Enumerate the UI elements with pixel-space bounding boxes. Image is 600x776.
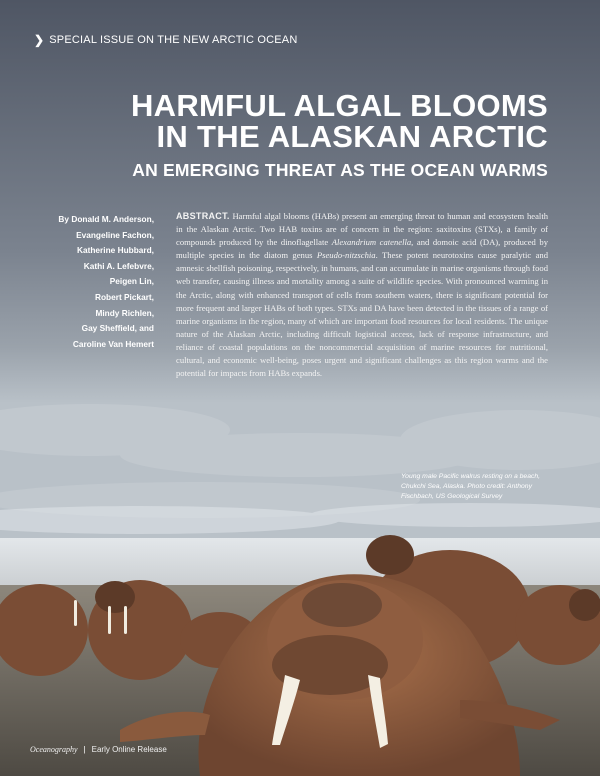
abstract-paragraph bbox=[176, 210, 548, 380]
species-name: Alexandrium catenella bbox=[331, 237, 412, 248]
author-line: By Donald M. Anderson, bbox=[58, 214, 154, 224]
issue-label: Early Online Release bbox=[91, 745, 167, 754]
page-footer bbox=[30, 745, 167, 754]
chevron-right-icon: ❯ bbox=[34, 33, 45, 47]
publication-name: Oceanography bbox=[30, 745, 78, 754]
article-subtitle: AN EMERGING THREAT AS THE OCEAN WARMS bbox=[132, 160, 548, 180]
author-line: Evangeline Fachon, bbox=[76, 229, 154, 240]
author-byline bbox=[40, 212, 154, 352]
footer-separator: | bbox=[83, 745, 86, 754]
abstract-label: ABSTRACT. bbox=[176, 211, 230, 221]
author-line: Robert Pickart, bbox=[94, 291, 154, 302]
abstract-text: , and domoic acid (DA), produced by multiple species in the diatom genus bbox=[176, 237, 548, 261]
section-kicker bbox=[34, 33, 298, 47]
abstract-text: . These potent neurotoxins cause paralytic and amnesic shellfish poisoning, respectively, in humans, and can accumulate in marine organisms through food web transfer, causing illness and mortality among a suite of wildlife species. With pronounced warming in the Arctic, along with enhanced transport of cells from southern waters, there is significant potential for more frequent and larger HABs of both types. STXs and DA have been detected in the tissues of a range of marine organisms in the region, many of which are important food resources for local residents. The unique nature of the Alaskan Arctic, including difficult logistical access, lack of response infrastructure, and reliance of coastal populations on the noncommercial acquisition of marine resources for nutritional, cultural, and economic well-being, poses urgent and significant challenges as this region warms and the potential for impacts from HABs expands. bbox=[176, 250, 548, 379]
article-title bbox=[88, 90, 548, 152]
author-line: Mindy Richlen, bbox=[95, 307, 154, 318]
title-line-1: HARMFUL ALGAL BLOOMS bbox=[130, 88, 548, 123]
author-line: Katherine Hubbard, bbox=[77, 245, 154, 256]
author-line: Gay Sheffield, and bbox=[81, 323, 154, 334]
title-line-2: IN THE ALASKAN ARCTIC bbox=[156, 119, 548, 154]
author-line: Peigen Lin, bbox=[109, 276, 154, 287]
photo-caption: Young male Pacific walrus resting on a beach, Chukchi Sea, Alaska. Photo credit: Anthony Fischbach, US Geological Survey bbox=[401, 473, 541, 500]
author-line: Kathi A. Lefebvre, bbox=[83, 260, 154, 271]
author-line: Caroline Van Hemert bbox=[72, 338, 154, 349]
species-name: Pseudo-nitzschia bbox=[316, 250, 376, 261]
kicker-label: SPECIAL ISSUE ON THE NEW ARCTIC OCEAN bbox=[49, 34, 298, 46]
abstract-text: Harmful algal blooms (HABs) present an emerging threat to human and ecosystem health in the Alaskan Arctic. Two HAB toxins are of concern in the region: saxitoxins (STXs), a family of compounds produced by the dinoflagellate bbox=[176, 211, 548, 248]
